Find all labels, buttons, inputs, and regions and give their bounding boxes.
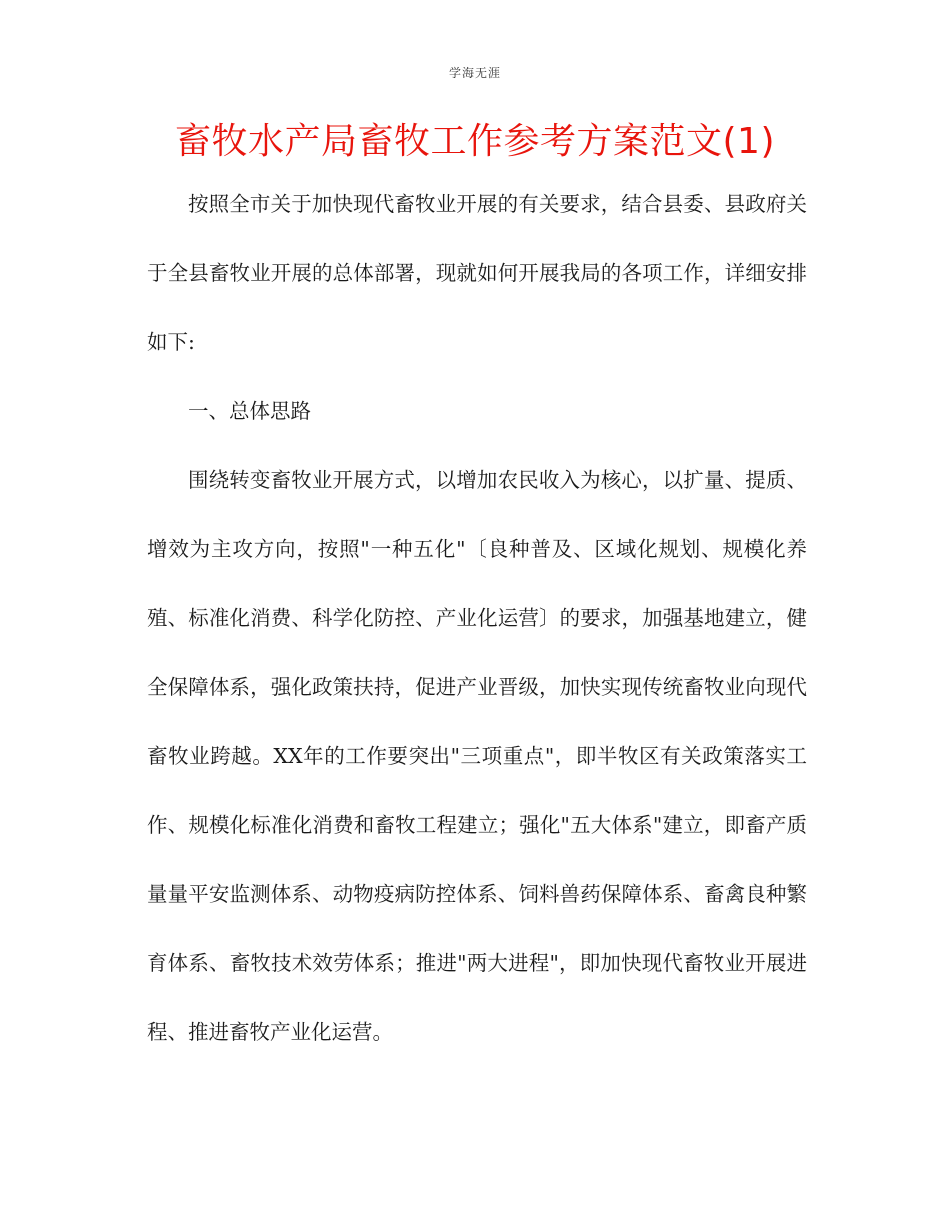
document-body <box>147 170 807 1067</box>
paragraph-overall-approach: 围绕转变畜牧业开展方式，以增加农民收入为核心，以扩量、提质、增效为主攻方向，按照"一种五化"〔良种普及、区域化规划、规模化养殖、标准化消费、科学化防控、产业化运营〕的要求，加强基地建立，健全保障体系，强化政策扶持，促进产业晋级，加快实现传统畜牧业向现代畜牧业跨越。XX年的工作要突出"三项重点"，即半牧区有关政策落实工作、规模化标准化消费和畜牧工程建立；强化"五大体系"建立，即畜产质量量平安监测体系、动物疫病防控体系、饲料兽药保障体系、畜禽良种繁育体系、畜牧技术效劳体系；推进"两大进程"，即加快现代畜牧业开展进程、推进畜牧产业化运营。 <box>147 468 807 1044</box>
paragraph-intro: 按照全市关于加快现代畜牧业开展的有关要求，结合县委、县政府关于全县畜牧业开展的总体部署，现就如何开展我局的各项工作，详细安排如下: <box>147 192 807 354</box>
page-header: 学海无涯 <box>448 66 501 80</box>
document-title: 畜牧水产局畜牧工作参考方案范文(1) <box>175 121 775 162</box>
section-heading: 一、总体思路 <box>188 399 311 423</box>
